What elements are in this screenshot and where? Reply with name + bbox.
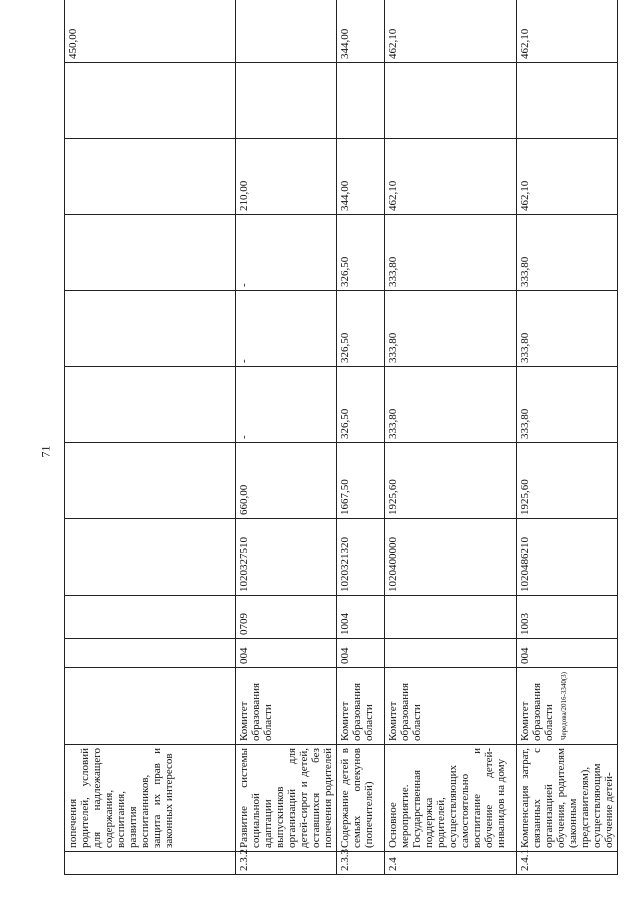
value-year-3	[65, 215, 236, 291]
value-total: 1925,60	[517, 443, 618, 519]
value-year-6	[236, 0, 337, 63]
table-row	[236, 0, 337, 875]
measure-name: Основное мероприятие. Государственная поддержка родителей, осуществляющих самостоятельно воспитание и обучение детей-инвалидов на дому	[385, 745, 517, 852]
target-article: 1020327510	[236, 519, 337, 596]
row-number: 2.4.1	[517, 852, 618, 875]
value-year-1: -	[236, 367, 337, 443]
value-year-1: 333,80	[385, 367, 517, 443]
value-year-3: 333,80	[517, 215, 618, 291]
section-code: 1004	[337, 596, 385, 639]
section-code	[385, 596, 517, 639]
table-row	[337, 0, 385, 875]
value-year-2: -	[236, 291, 337, 367]
row-number: 2.3.2	[236, 852, 337, 875]
value-total: 660,00	[236, 443, 337, 519]
value-year-1	[65, 367, 236, 443]
value-year-4: 344,00	[337, 139, 385, 215]
target-article: 1020486210	[517, 519, 618, 596]
value-year-6: 344,00	[337, 0, 385, 63]
row-number: 2.4	[385, 852, 517, 875]
value-year-5	[517, 63, 618, 139]
value-year-3: 326,50	[337, 215, 385, 291]
value-year-4: 210,00	[236, 139, 337, 215]
value-year-5	[236, 63, 337, 139]
target-article: 1020321320	[337, 519, 385, 596]
measure-name: Компенсация затрат, связанных с организацией обучения, родителям (законным представителям), осуществляющим обучение детей-	[517, 745, 618, 852]
value-total: 1667,50	[337, 443, 385, 519]
section-code: 1003	[517, 596, 618, 639]
measure-name: попечения родителей, условий для надлежащего содержания, воспитания, развития воспитанников, защита их прав и законных интересов	[65, 745, 236, 852]
value-year-5	[65, 63, 236, 139]
value-year-2	[65, 291, 236, 367]
value-year-6: 462,10	[517, 0, 618, 63]
value-year-2: 333,80	[385, 291, 517, 367]
table-row	[517, 0, 618, 875]
value-year-6: 450,00	[65, 0, 236, 63]
row-number	[65, 852, 236, 875]
section-code: 0709	[236, 596, 337, 639]
target-article	[65, 519, 236, 596]
measure-name: Развитие системы социальной адаптации выпускников организаций для детей-сирот и детей, оставшихся без попечения родителей	[236, 745, 337, 852]
row-number: 2.3.3	[337, 852, 385, 875]
executor	[65, 668, 236, 745]
value-year-3: -	[236, 215, 337, 291]
rotated-table	[64, 15, 615, 875]
table-row	[65, 0, 236, 875]
table-row	[385, 0, 517, 875]
value-year-4: 462,10	[385, 139, 517, 215]
budget-code: 004	[517, 639, 618, 668]
value-year-3: 333,80	[385, 215, 517, 291]
value-total: 1925,60	[385, 443, 517, 519]
value-year-1: 333,80	[517, 367, 618, 443]
budget-code	[385, 639, 517, 668]
page-number: 71	[38, 445, 53, 458]
budget-code: 004	[337, 639, 385, 668]
executor: Комитет образования области	[236, 668, 337, 745]
executor: Комитет образования области	[385, 668, 517, 745]
value-year-5	[337, 63, 385, 139]
value-total	[65, 443, 236, 519]
executor: Комитет образования области	[517, 668, 618, 745]
section-code	[65, 596, 236, 639]
program-table	[64, 0, 618, 875]
budget-code	[65, 639, 236, 668]
target-article: 1020400000	[385, 519, 517, 596]
value-year-2: 326,50	[337, 291, 385, 367]
value-year-2: 333,80	[517, 291, 618, 367]
budget-code: 004	[236, 639, 337, 668]
value-year-4: 462,10	[517, 139, 618, 215]
value-year-5	[385, 63, 517, 139]
value-year-6: 462,10	[385, 0, 517, 63]
document-code: Чередова/2016-3340(3)	[560, 672, 568, 740]
table-container	[64, 15, 615, 875]
executor: Комитет образования области	[337, 668, 385, 745]
value-year-4	[65, 139, 236, 215]
value-year-1: 326,50	[337, 367, 385, 443]
measure-name: Содержание детей в семьях опекунов (попечителей)	[337, 745, 385, 852]
